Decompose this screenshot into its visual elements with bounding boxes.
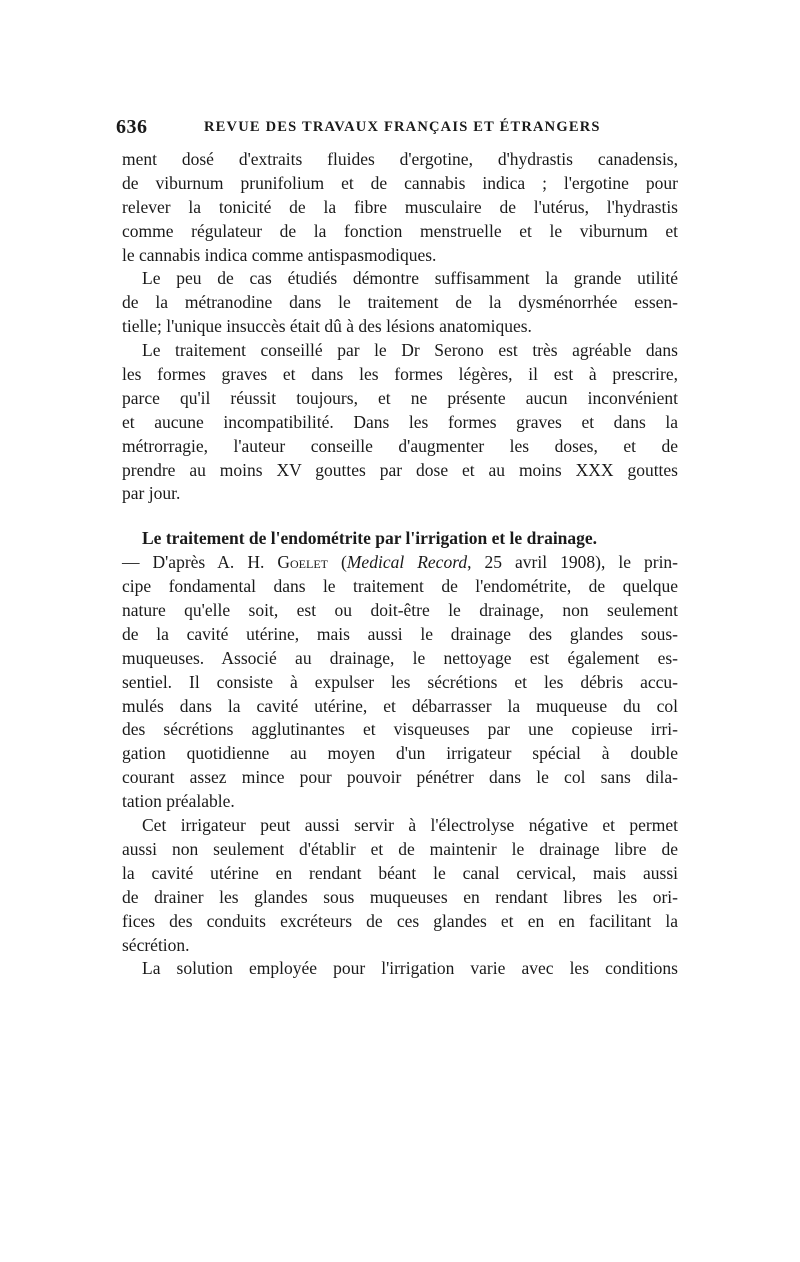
text-line: sécrétion. — [122, 934, 190, 955]
text-line: gation quotidienne au moyen d'un irrigateur spécial à double — [122, 743, 678, 764]
page-header — [116, 116, 676, 142]
text-line: relever la tonicité de la fibre musculaire de l'utérus, l'hydrastis — [122, 196, 678, 217]
text-line: fices des conduits excréteurs de ces glandes et en en facilitant la — [122, 910, 678, 931]
text-line: Cet irrigateur peut aussi servir à l'électrolyse négative et permet — [142, 815, 678, 836]
text-line: la cavité utérine en rendant béant le canal cervical, mais aussi — [122, 862, 678, 883]
citation-rest: , 25 avril 1908), le prin- — [467, 552, 679, 573]
text-line: les formes graves et dans les formes légères, il est à prescrire, — [122, 364, 678, 385]
section-gap — [122, 506, 678, 527]
text-line: de la cavité utérine, mais aussi le drainage des glandes sous- — [122, 623, 678, 644]
text-line: courant assez mince pour pouvoir pénétrer dans le col sans dila- — [122, 767, 678, 788]
text-line: de la métranodine dans le traitement de la dysménorrhée essen- — [122, 292, 678, 313]
text-line: tielle; l'unique insuccès était dû à des lésions anatomiques. — [122, 316, 532, 337]
text-line: de viburnum prunifolium et de cannabis indica ; l'ergotine pour — [122, 172, 678, 193]
text-line: sentiel. Il consiste à expulser les sécrétions et les débris accu- — [122, 671, 678, 692]
text-line: métrorragie, l'auteur conseille d'augmenter les doses, et de — [122, 435, 678, 456]
section-title: Le traitement de l'endométrite par l'irrigation et le drainage. — [142, 528, 598, 549]
text-line: muqueuses. Associé au drainage, le nettoyage est également es- — [122, 647, 678, 668]
text-line: mulés dans la cavité utérine, et débarrasser la muqueuse du col — [122, 695, 678, 716]
text-line: et aucune incompatibilité. Dans les formes graves et dans la — [122, 411, 678, 432]
text-line: par jour. — [122, 483, 181, 504]
text-line: La solution employée pour l'irrigation varie avec les conditions — [142, 958, 678, 979]
text-line: ment dosé d'extraits fluides d'ergotine, d'hydrastis canadensis, — [122, 149, 678, 169]
body-text — [122, 148, 678, 981]
citation-line: — D'après A. H. Goelet (Medical Record, 25 avril 1908), le prin- — [122, 552, 679, 573]
text-line: des sécrétions agglutinantes et visqueuses par une copieuse irri- — [122, 719, 678, 740]
text-line: nature qu'elle soit, est ou doit-être le drainage, non seulement — [122, 600, 678, 621]
citation-author: Goelet — [277, 552, 328, 573]
running-title: REVUE DES TRAVAUX FRANÇAIS ET ÉTRANGERS — [204, 119, 601, 135]
text-line: Le peu de cas étudiés démontre suffisamment la grande utilité — [142, 268, 678, 289]
text-line: cipe fondamental dans le traitement de l'endométrite, de quelque — [122, 576, 678, 597]
text-line: prendre au moins XV gouttes par dose et au moins XXX gouttes — [122, 459, 678, 480]
text-line: aussi non seulement d'établir et de maintenir le drainage libre de — [122, 838, 678, 859]
text-line: comme régulateur de la fonction menstruelle et le viburnum et — [122, 220, 678, 241]
page-number: 636 — [116, 116, 148, 138]
text-line: le cannabis indica comme antispasmodiques. — [122, 244, 437, 265]
citation-journal: Medical Record — [346, 552, 468, 573]
text-line: Le traitement conseillé par le Dr Serono est très agréable dans — [142, 340, 678, 361]
text-line: parce qu'il réussit toujours, et ne présente aucun inconvénient — [122, 387, 678, 408]
text-line: tation préalable. — [122, 791, 235, 812]
text-line: de drainer les glandes sous muqueuses en rendant libres les ori- — [122, 886, 678, 907]
citation-dash: — D'après A. H. — [122, 552, 265, 573]
